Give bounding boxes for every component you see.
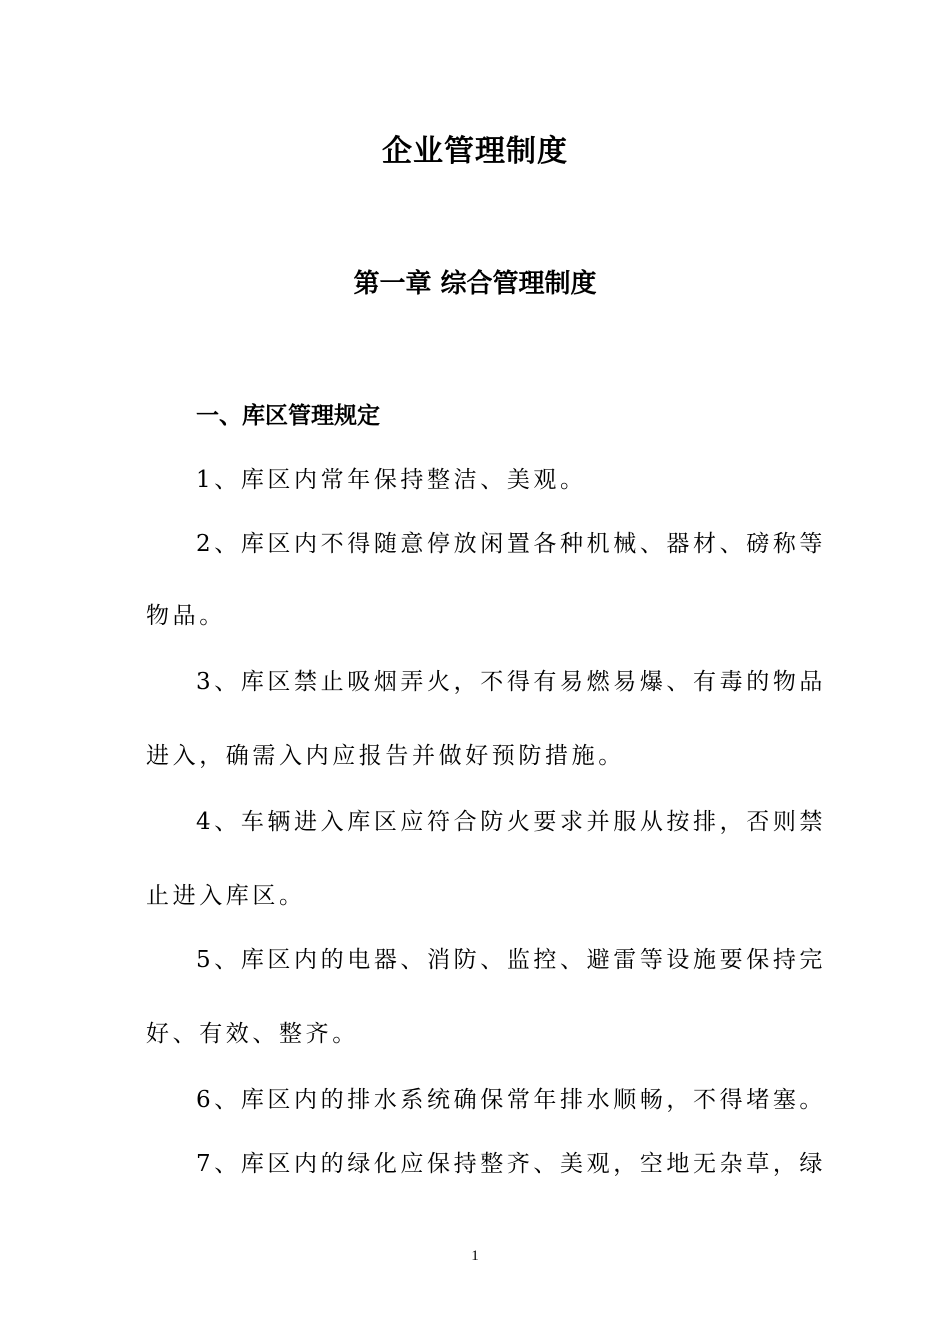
body-line: 5、库区内的电器、消防、监控、避雷等设施要保持完 — [196, 947, 827, 973]
body-line: 2、库区内不得随意停放闲置各种机械、器材、磅称等 — [196, 531, 827, 557]
section-heading: 一、库区管理规定 — [196, 403, 380, 429]
body-line: 止进入库区。 — [146, 883, 306, 909]
body-line: 好、有效、整齐。 — [146, 1021, 359, 1047]
page-number: 1 — [471, 1248, 479, 1264]
body-line: 1、库区内常年保持整洁、美观。 — [196, 467, 587, 493]
body-line: 进入，确需入内应报告并做好预防措施。 — [146, 743, 625, 769]
body-line: 7、库区内的绿化应保持整齐、美观，空地无杂草，绿 — [196, 1151, 827, 1177]
body-line: 4、车辆进入库区应符合防火要求并服从按排，否则禁 — [196, 809, 827, 835]
chapter-title: 第一章 综合管理制度 — [353, 269, 597, 299]
document-title: 企业管理制度 — [382, 134, 568, 169]
body-line: 物品。 — [146, 603, 226, 629]
body-line: 6、库区内的排水系统确保常年排水顺畅，不得堵塞。 — [196, 1087, 827, 1113]
body-line: 3、库区禁止吸烟弄火，不得有易燃易爆、有毒的物品 — [196, 669, 827, 695]
